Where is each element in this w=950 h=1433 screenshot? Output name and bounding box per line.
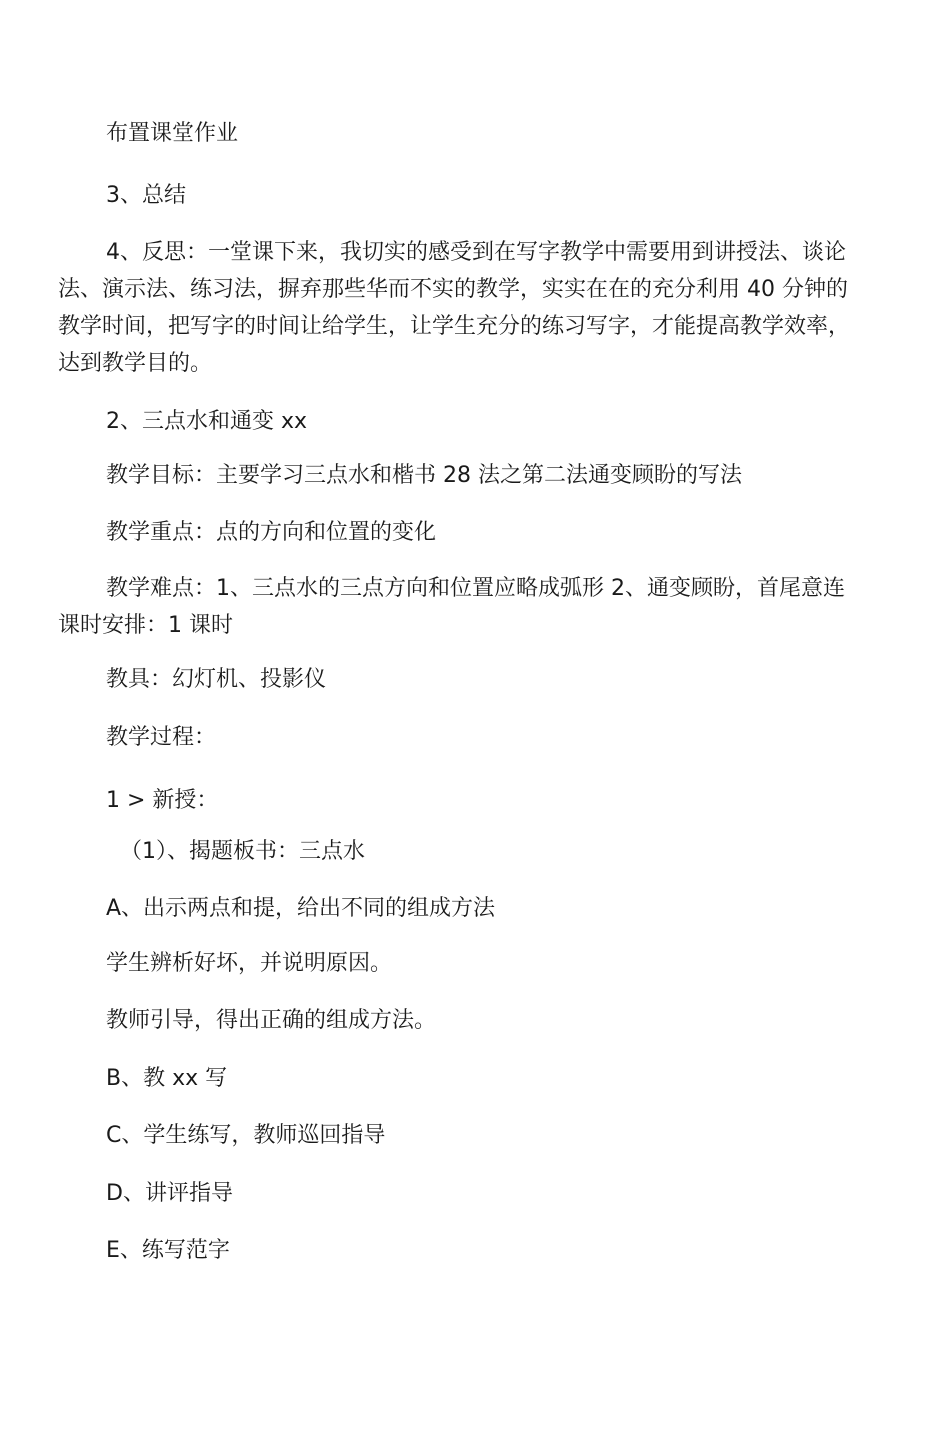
student-analysis-line: 学生辨析好坏，并说明原因。 bbox=[106, 951, 393, 976]
step-a: A、出示两点和提，给出不同的组成方法 bbox=[106, 896, 496, 921]
class-schedule: 课时安排：1 课时 bbox=[58, 613, 233, 638]
lesson-title: 2、三点水和通变 xx bbox=[106, 409, 308, 434]
topic-board-line: （1）、揭题板书：三点水 bbox=[120, 839, 365, 864]
reflection-line-3: 教学时间，把写字的时间让给学生，让学生充分的练习写字，才能提高教学效率， bbox=[58, 314, 851, 339]
teaching-process-heading: 教学过程： bbox=[106, 725, 217, 750]
difficulty-paragraph bbox=[58, 570, 890, 644]
reflection-line-4: 达到教学目的。 bbox=[58, 351, 213, 376]
step-b: B、教 xx 写 bbox=[106, 1066, 228, 1091]
reflection-line-1: 4、反思：一堂课下来，我切实的感受到在写字教学中需要用到讲授法、谈论 bbox=[106, 240, 846, 265]
new-lesson-heading: 1 > 新授： bbox=[106, 788, 219, 813]
teaching-focus: 教学重点：点的方向和位置的变化 bbox=[106, 520, 437, 545]
reflection-paragraph bbox=[58, 234, 890, 382]
teaching-aids: 教具：幻灯机、投影仪 bbox=[106, 667, 327, 692]
teacher-guide-line: 教师引导，得出正确的组成方法。 bbox=[106, 1008, 437, 1033]
teaching-difficulty: 教学难点：1、三点水的三点方向和位置应略成弧形 2、通变顾盼，首尾意连 bbox=[106, 576, 845, 601]
assign-homework-line: 布置课堂作业 bbox=[106, 121, 239, 146]
step-c: C、学生练写，教师巡回指导 bbox=[106, 1123, 386, 1148]
teaching-goal: 教学目标：主要学习三点水和楷书 28 法之第二法通变顾盼的写法 bbox=[106, 463, 742, 488]
step-e: E、练写范字 bbox=[106, 1238, 230, 1263]
step-d: D、讲评指导 bbox=[106, 1181, 233, 1206]
reflection-line-2: 法、演示法、练习法，摒弃那些华而不实的教学，实实在在的充分利用 40 分钟的 bbox=[58, 277, 848, 302]
summary-heading: 3、总结 bbox=[106, 183, 186, 208]
